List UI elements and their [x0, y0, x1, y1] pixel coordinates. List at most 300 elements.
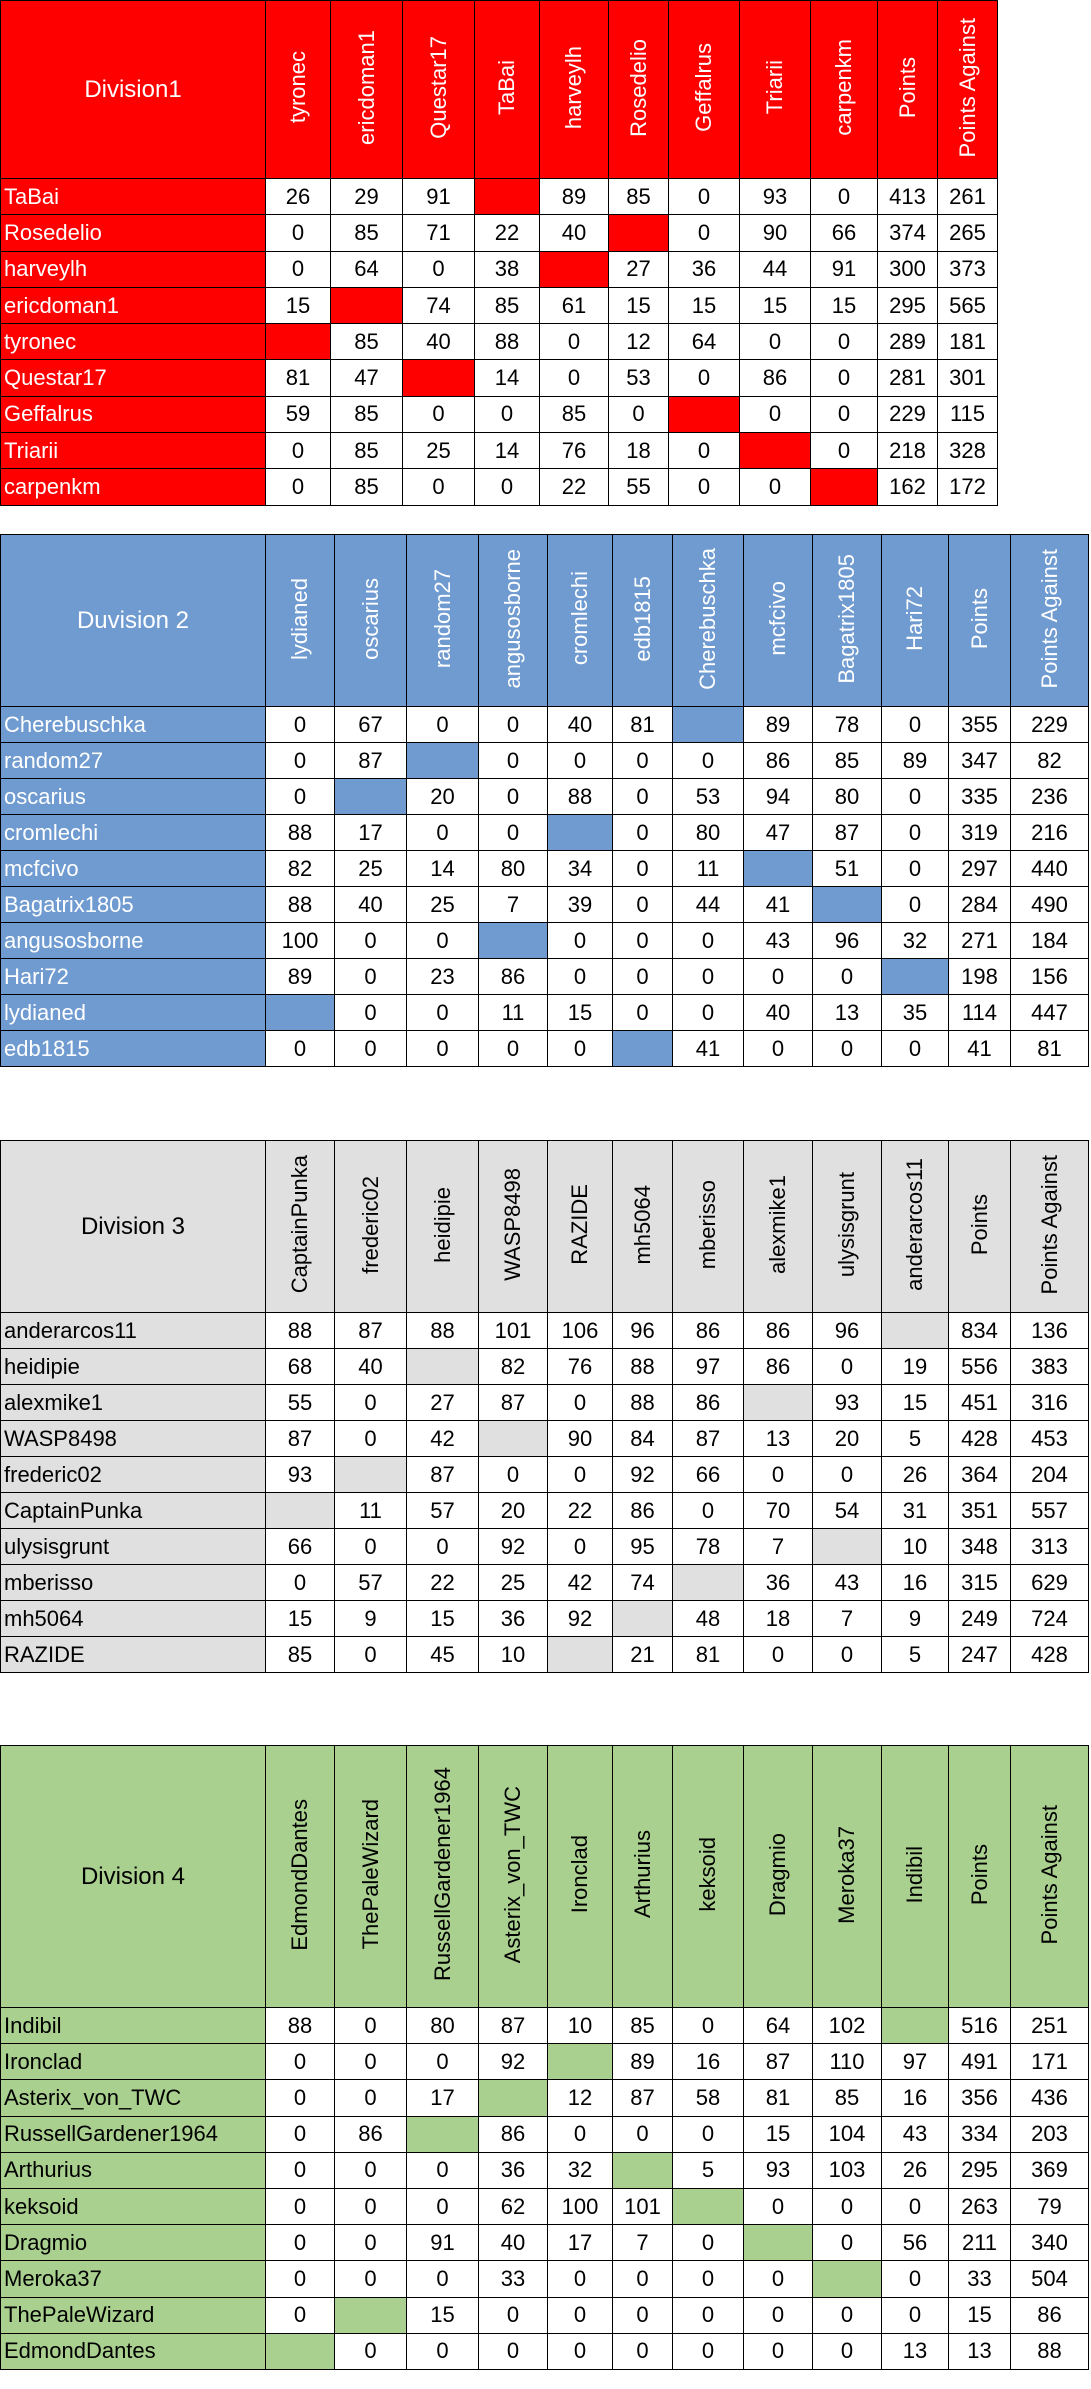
self-match-cell: [882, 1313, 949, 1349]
score-cell: 0: [744, 2188, 813, 2224]
self-match-cell: [548, 2044, 613, 2080]
column-header-label: Points Against: [954, 17, 980, 158]
table-row: [1, 1529, 1089, 1565]
score-cell: 0: [479, 743, 548, 779]
score-cell: 156: [1011, 959, 1089, 995]
score-cell: 271: [949, 923, 1011, 959]
score-cell: 13: [949, 2333, 1011, 2369]
score-cell: 0: [266, 2261, 335, 2297]
score-cell: 43: [813, 1565, 882, 1601]
score-cell: 7: [813, 1601, 882, 1637]
player-name: Triarii: [1, 433, 266, 469]
score-cell: 74: [403, 287, 475, 323]
column-header: [266, 1746, 335, 2008]
score-cell: 38: [475, 251, 540, 287]
column-header: [335, 1141, 407, 1313]
score-cell: 0: [403, 469, 475, 505]
score-cell: 0: [335, 1031, 407, 1067]
score-cell: 0: [266, 251, 331, 287]
self-match-cell: [266, 1493, 335, 1529]
column-header-label: oscarius: [357, 577, 383, 660]
score-cell: 0: [613, 779, 673, 815]
score-cell: 40: [479, 2225, 548, 2261]
column-header-label: RAZIDE: [567, 1184, 592, 1265]
score-cell: 78: [673, 1529, 744, 1565]
score-cell: 40: [548, 707, 613, 743]
player-name: ulysisgrunt: [1, 1529, 266, 1565]
score-cell: 97: [882, 2044, 949, 2080]
score-cell: 43: [744, 923, 813, 959]
player-name: WASP8498: [1, 1421, 266, 1457]
score-cell: 0: [266, 707, 335, 743]
score-cell: 88: [266, 887, 335, 923]
score-cell: 15: [882, 1385, 949, 1421]
score-cell: 74: [613, 1565, 673, 1601]
player-name: Hari72: [1, 959, 266, 995]
score-cell: 86: [673, 1313, 744, 1349]
score-cell: 556: [949, 1349, 1011, 1385]
score-cell: 88: [548, 779, 613, 815]
self-match-cell: [331, 287, 403, 323]
score-cell: 0: [813, 2333, 882, 2369]
score-cell: 82: [479, 1349, 548, 1385]
score-cell: 15: [609, 287, 669, 323]
score-cell: 86: [335, 2116, 407, 2152]
score-cell: 85: [331, 433, 403, 469]
player-name: Ironclad: [1, 2044, 266, 2080]
score-cell: 64: [744, 2008, 813, 2044]
score-cell: 0: [479, 2333, 548, 2369]
score-cell: 11: [673, 851, 744, 887]
column-header: [949, 1141, 1011, 1313]
score-cell: 85: [613, 2008, 673, 2044]
score-cell: 100: [266, 923, 335, 959]
score-cell: 0: [548, 2116, 613, 2152]
table-row: [1, 2080, 1089, 2116]
column-header: [331, 1, 403, 179]
score-cell: 211: [949, 2225, 1011, 2261]
score-cell: 106: [548, 1313, 613, 1349]
score-cell: 504: [1011, 2261, 1089, 2297]
score-cell: 42: [407, 1421, 479, 1457]
score-cell: 68: [266, 1349, 335, 1385]
score-cell: 453: [1011, 1421, 1089, 1457]
player-name: Arthurius: [1, 2152, 266, 2188]
score-cell: 0: [613, 2116, 673, 2152]
score-cell: 181: [938, 324, 998, 360]
self-match-cell: [813, 1529, 882, 1565]
score-cell: 85: [609, 179, 669, 215]
score-cell: 413: [878, 179, 938, 215]
column-header: [938, 1, 998, 179]
score-cell: 96: [813, 1313, 882, 1349]
score-cell: 88: [1011, 2333, 1089, 2369]
score-cell: 0: [740, 396, 811, 432]
score-cell: 0: [335, 1385, 407, 1421]
table-row: [1, 251, 998, 287]
score-cell: 0: [266, 1031, 335, 1067]
column-header-label: Arthurius: [629, 1830, 655, 1919]
score-cell: 10: [548, 2008, 613, 2044]
header-row: [1, 535, 1089, 707]
column-header-label: Hari72: [902, 586, 927, 651]
score-cell: 198: [949, 959, 1011, 995]
table-row: [1, 2008, 1089, 2044]
score-cell: 335: [949, 779, 1011, 815]
score-cell: 0: [673, 2225, 744, 2261]
score-cell: 0: [335, 1637, 407, 1673]
score-cell: 229: [1011, 707, 1089, 743]
table-row: [1, 215, 998, 251]
self-match-cell: [479, 2080, 548, 2116]
score-cell: 0: [548, 1457, 613, 1493]
score-cell: 0: [882, 2297, 949, 2333]
table-row: [1, 959, 1089, 995]
score-cell: 81: [1011, 1031, 1089, 1067]
score-cell: 80: [479, 851, 548, 887]
score-cell: 374: [878, 215, 938, 251]
score-cell: 89: [266, 959, 335, 995]
score-cell: 5: [882, 1637, 949, 1673]
column-header: [673, 535, 744, 707]
score-cell: 0: [403, 251, 475, 287]
column-header-label: frederic02: [357, 1175, 383, 1274]
score-cell: 0: [669, 360, 740, 396]
player-name: Dragmio: [1, 2225, 266, 2261]
player-name: random27: [1, 743, 266, 779]
score-cell: 284: [949, 887, 1011, 923]
score-cell: 34: [548, 851, 613, 887]
score-cell: 0: [882, 1031, 949, 1067]
score-cell: 0: [613, 2333, 673, 2369]
score-cell: 85: [331, 396, 403, 432]
score-cell: 0: [669, 469, 740, 505]
score-cell: 0: [613, 887, 673, 923]
score-cell: 81: [613, 707, 673, 743]
table-row: [1, 2116, 1089, 2152]
score-cell: 0: [335, 995, 407, 1031]
column-header-label: Points Against: [1036, 548, 1062, 689]
column-header: [744, 1141, 813, 1313]
score-cell: 18: [744, 1601, 813, 1637]
score-cell: 114: [949, 995, 1011, 1031]
score-cell: 26: [266, 179, 331, 215]
score-cell: 84: [613, 1421, 673, 1457]
column-header-label: Triarii: [762, 60, 787, 115]
score-cell: 0: [266, 743, 335, 779]
score-cell: 7: [479, 887, 548, 923]
column-header-label: tyronec: [285, 51, 310, 124]
self-match-cell: [744, 1385, 813, 1421]
column-header-label: cromlechi: [567, 571, 592, 666]
score-cell: 0: [407, 2333, 479, 2369]
score-cell: 15: [266, 1601, 335, 1637]
score-cell: 85: [266, 1637, 335, 1673]
table-row: [1, 1421, 1089, 1457]
score-cell: 0: [744, 1457, 813, 1493]
column-header-label: mberisso: [695, 1179, 720, 1270]
table-row: [1, 287, 998, 323]
score-cell: 0: [266, 433, 331, 469]
score-cell: 0: [673, 2008, 744, 2044]
score-cell: 78: [813, 707, 882, 743]
score-cell: 26: [882, 2152, 949, 2188]
score-cell: 0: [407, 1529, 479, 1565]
score-cell: 0: [613, 743, 673, 779]
self-match-cell: [673, 1565, 744, 1601]
score-cell: 58: [673, 2080, 744, 2116]
score-cell: 93: [266, 1457, 335, 1493]
score-cell: 82: [1011, 743, 1089, 779]
score-cell: 92: [479, 2044, 548, 2080]
score-cell: 15: [548, 995, 613, 1031]
score-cell: 12: [609, 324, 669, 360]
score-cell: 17: [407, 2080, 479, 2116]
score-cell: 104: [813, 2116, 882, 2152]
score-cell: 0: [673, 2333, 744, 2369]
score-cell: 15: [949, 2297, 1011, 2333]
score-cell: 0: [813, 1031, 882, 1067]
score-cell: 0: [335, 1421, 407, 1457]
score-cell: 40: [335, 1349, 407, 1385]
score-cell: 0: [475, 469, 540, 505]
score-cell: 93: [813, 1385, 882, 1421]
score-cell: 44: [673, 887, 744, 923]
column-header-label: Meroka37: [834, 1825, 859, 1924]
column-header-label: harveylh: [561, 45, 586, 130]
player-name: angusosborne: [1, 923, 266, 959]
column-header-label: carpenkm: [831, 39, 856, 136]
score-cell: 0: [811, 396, 878, 432]
score-cell: 0: [335, 2044, 407, 2080]
score-cell: 13: [813, 995, 882, 1031]
score-cell: 301: [938, 360, 998, 396]
score-cell: 204: [1011, 1457, 1089, 1493]
score-cell: 47: [744, 815, 813, 851]
score-cell: 0: [882, 2261, 949, 2297]
score-cell: 0: [266, 2188, 335, 2224]
score-cell: 0: [266, 469, 331, 505]
column-header: [475, 1, 540, 179]
score-cell: 0: [407, 2152, 479, 2188]
score-cell: 86: [744, 1313, 813, 1349]
player-name: harveylh: [1, 251, 266, 287]
column-header: [882, 535, 949, 707]
score-cell: 15: [266, 287, 331, 323]
score-cell: 85: [813, 2080, 882, 2116]
player-name: Cherebuschka: [1, 707, 266, 743]
table-row: [1, 707, 1089, 743]
score-cell: 89: [882, 743, 949, 779]
column-header: [613, 1746, 673, 2008]
score-cell: 94: [744, 779, 813, 815]
score-cell: 36: [669, 251, 740, 287]
score-cell: 383: [1011, 1349, 1089, 1385]
score-cell: 11: [479, 995, 548, 1031]
score-cell: 0: [744, 1031, 813, 1067]
column-header: [407, 535, 479, 707]
column-header: [1011, 535, 1089, 707]
table-row: [1, 2225, 1089, 2261]
column-header: [813, 1746, 882, 2008]
score-cell: 0: [335, 2080, 407, 2116]
score-cell: 0: [609, 396, 669, 432]
score-cell: 0: [335, 2152, 407, 2188]
score-cell: 92: [613, 1457, 673, 1493]
score-cell: 0: [882, 2188, 949, 2224]
score-cell: 87: [335, 743, 407, 779]
score-cell: 0: [813, 2225, 882, 2261]
score-cell: 53: [609, 360, 669, 396]
score-cell: 27: [407, 1385, 479, 1421]
column-header-label: random27: [429, 568, 455, 669]
score-cell: 0: [673, 995, 744, 1031]
column-header: [669, 1, 740, 179]
score-cell: 32: [548, 2152, 613, 2188]
score-cell: 87: [335, 1313, 407, 1349]
score-cell: 0: [266, 2297, 335, 2333]
self-match-cell: [740, 433, 811, 469]
score-cell: 41: [673, 1031, 744, 1067]
score-cell: 557: [1011, 1493, 1089, 1529]
score-cell: 66: [811, 215, 878, 251]
score-cell: 0: [673, 1493, 744, 1529]
player-name: ThePaleWizard: [1, 2297, 266, 2333]
score-cell: 88: [613, 1385, 673, 1421]
score-cell: 0: [335, 2008, 407, 2044]
player-name: tyronec: [1, 324, 266, 360]
score-cell: 59: [266, 396, 331, 432]
division-title: Duvision 2: [1, 535, 266, 707]
score-cell: 261: [938, 179, 998, 215]
score-cell: 0: [744, 2333, 813, 2369]
score-cell: 0: [613, 959, 673, 995]
score-cell: 22: [475, 215, 540, 251]
score-cell: 0: [540, 360, 609, 396]
division-table: [0, 534, 1089, 1067]
score-cell: 57: [407, 1493, 479, 1529]
score-cell: 14: [475, 360, 540, 396]
table-row: [1, 995, 1089, 1031]
score-cell: 67: [335, 707, 407, 743]
column-header: [744, 1746, 813, 2008]
score-cell: 0: [407, 707, 479, 743]
score-cell: 0: [407, 2044, 479, 2080]
score-cell: 0: [548, 2333, 613, 2369]
score-cell: 0: [744, 2297, 813, 2333]
table-row: [1, 923, 1089, 959]
score-cell: 7: [744, 1529, 813, 1565]
score-cell: 80: [813, 779, 882, 815]
score-cell: 0: [407, 815, 479, 851]
score-cell: 86: [740, 360, 811, 396]
score-cell: 0: [407, 2188, 479, 2224]
self-match-cell: [744, 851, 813, 887]
column-header: [813, 535, 882, 707]
score-cell: 86: [613, 1493, 673, 1529]
score-cell: 41: [744, 887, 813, 923]
column-header: [949, 1746, 1011, 2008]
score-cell: 64: [669, 324, 740, 360]
score-cell: 87: [813, 815, 882, 851]
column-header: [613, 1141, 673, 1313]
score-cell: 0: [882, 851, 949, 887]
column-header: [479, 1746, 548, 2008]
score-cell: 85: [475, 287, 540, 323]
score-cell: 45: [407, 1637, 479, 1673]
score-cell: 0: [813, 2297, 882, 2333]
self-match-cell: [609, 215, 669, 251]
score-cell: 53: [673, 779, 744, 815]
score-cell: 10: [479, 1637, 548, 1673]
self-match-cell: [266, 2333, 335, 2369]
score-cell: 10: [882, 1529, 949, 1565]
column-header-label: Cherebuschka: [695, 547, 720, 690]
score-cell: 86: [673, 1385, 744, 1421]
score-cell: 9: [882, 1601, 949, 1637]
score-cell: 218: [878, 433, 938, 469]
score-cell: 22: [540, 469, 609, 505]
column-header-label: Points: [966, 1193, 992, 1256]
score-cell: 22: [407, 1565, 479, 1601]
column-header-label: keksoid: [695, 1837, 720, 1912]
table-row: [1, 1031, 1089, 1067]
column-header: [407, 1141, 479, 1313]
score-cell: 91: [403, 179, 475, 215]
score-cell: 20: [479, 1493, 548, 1529]
score-cell: 88: [475, 324, 540, 360]
score-cell: 43: [882, 2116, 949, 2152]
score-cell: 35: [882, 995, 949, 1031]
score-cell: 80: [407, 2008, 479, 2044]
score-cell: 0: [673, 959, 744, 995]
column-header-label: Geffalrus: [691, 43, 716, 132]
score-cell: 319: [949, 815, 1011, 851]
score-cell: 289: [878, 324, 938, 360]
column-header: [949, 535, 1011, 707]
column-header: [882, 1141, 949, 1313]
score-cell: 428: [1011, 1637, 1089, 1673]
column-header: [548, 1141, 613, 1313]
score-cell: 91: [407, 2225, 479, 2261]
column-header-label: ThePaleWizard: [357, 1799, 383, 1950]
score-cell: 89: [744, 707, 813, 743]
score-cell: 14: [407, 851, 479, 887]
table-row: [1, 1565, 1089, 1601]
column-header-label: Rosedelio: [625, 38, 651, 137]
player-name: Meroka37: [1, 2261, 266, 2297]
score-cell: 0: [335, 959, 407, 995]
score-cell: 0: [266, 2116, 335, 2152]
score-cell: 96: [613, 1313, 673, 1349]
column-header: [673, 1746, 744, 2008]
score-cell: 203: [1011, 2116, 1089, 2152]
score-cell: 110: [813, 2044, 882, 2080]
score-cell: 93: [744, 2152, 813, 2188]
self-match-cell: [266, 995, 335, 1031]
column-header-label: angusosborne: [500, 548, 525, 689]
player-name: ericdoman1: [1, 287, 266, 323]
player-name: Asterix_von_TWC: [1, 2080, 266, 2116]
score-cell: 0: [407, 1031, 479, 1067]
self-match-cell: [613, 2152, 673, 2188]
column-header-label: Points: [966, 1843, 992, 1906]
player-name: edb1815: [1, 1031, 266, 1067]
score-cell: 295: [878, 287, 938, 323]
score-cell: 0: [548, 959, 613, 995]
score-cell: 13: [744, 1421, 813, 1457]
table-row: [1, 887, 1089, 923]
